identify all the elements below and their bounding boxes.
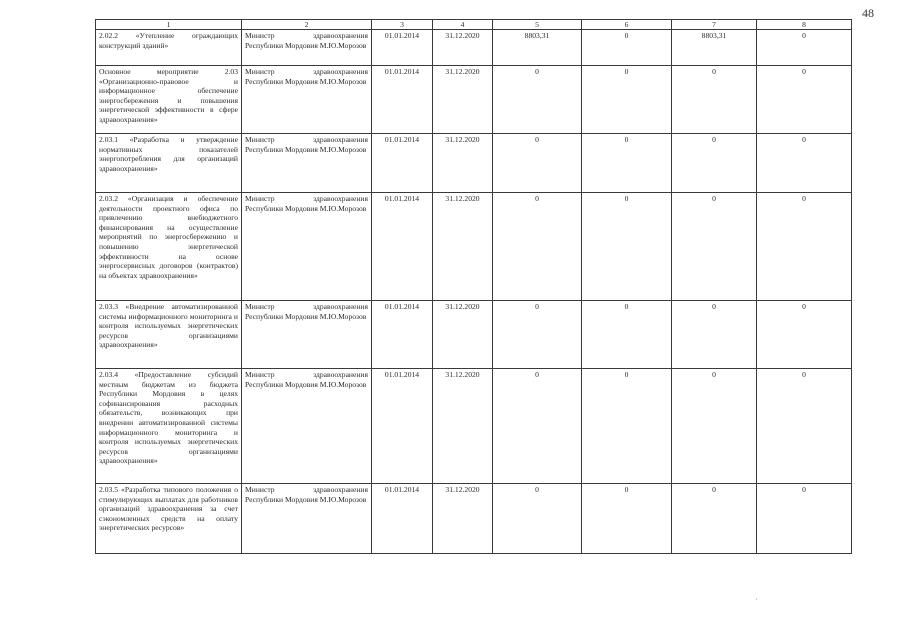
value-col6: 0: [582, 369, 672, 484]
value-col5: 8803,31: [493, 30, 582, 66]
value-col5: 0: [493, 134, 582, 193]
end-date: 31.12.2020: [433, 369, 493, 484]
column-number: 1: [96, 20, 242, 30]
value-col7: 0: [672, 301, 757, 369]
responsible-executor: Министр здравоохранения Республики Мордовия М.Ю.Морозов: [242, 193, 372, 301]
value-col7: 8803,31: [672, 30, 757, 66]
activity-name: 2.03.3 «Внедрение автоматизированной системы информационного мониторинга и контроля используемых энергетических ресурсов организациями здравоохранения»: [96, 301, 242, 369]
start-date: 01.01.2014: [372, 484, 433, 554]
value-col5: 0: [493, 193, 582, 301]
responsible-executor: Министр здравоохранения Республики Мордовия М.Ю.Морозов: [242, 369, 372, 484]
value-col8: 0: [757, 193, 852, 301]
start-date: 01.01.2014: [372, 301, 433, 369]
activity-name: Основное мероприятие 2.03 «Организационно-правовое и информационное обеспечение энергосбережения и повышения энергетической эффективности в сфере здравоохранения»: [96, 66, 242, 134]
value-col8: 0: [757, 484, 852, 554]
value-col7: 0: [672, 134, 757, 193]
activity-name: 2.03.1 «Разработка и утверждение нормативных показателей энергопотребления для организаций здравоохранения»: [96, 134, 242, 193]
value-col6: 0: [582, 66, 672, 134]
table-row: [96, 193, 852, 301]
activity-name: 2.03.2 «Организация и обеспечение деятельности проектного офиса по привлечению внебюджетного финансирования на осуществление мероприятий по энергосбережению и повышению энергетической эффективности на основе энергосервисных договоров (контрактов) на объектах здравоохранения»: [96, 193, 242, 301]
activity-name: 2.02.2 «Утепление ограждающих конструкций зданий»: [96, 30, 242, 66]
value-col8: 0: [757, 134, 852, 193]
value-col5: 0: [493, 66, 582, 134]
responsible-executor: Министр здравоохранения Республики Мордовия М.Ю.Морозов: [242, 484, 372, 554]
value-col7: 0: [672, 193, 757, 301]
table-row: [96, 301, 852, 369]
start-date: 01.01.2014: [372, 30, 433, 66]
responsible-executor: Министр здравоохранения Республики Мордовия М.Ю.Морозов: [242, 66, 372, 134]
column-number-row: [96, 20, 852, 30]
program-activities-table: [95, 19, 852, 554]
activity-name: 2.03.5 «Разработка типового положения о стимулирующих выплатах для работников организаций здравоохранения за счет сэкономленных средств на оплату энергетических ресурсов»: [96, 484, 242, 554]
value-col5: 0: [493, 484, 582, 554]
value-col8: 0: [757, 369, 852, 484]
page-number: 48: [862, 6, 874, 20]
column-number: 8: [757, 20, 852, 30]
table-row: [96, 30, 852, 66]
scan-speck: ·: [755, 595, 758, 604]
column-number: 6: [582, 20, 672, 30]
start-date: 01.01.2014: [372, 134, 433, 193]
end-date: 31.12.2020: [433, 134, 493, 193]
value-col6: 0: [582, 30, 672, 66]
activity-name: 2.03.4 «Предоставление субсидий местным бюджетам из бюджета Республики Мордовия в целях софинансирования расходных обязательств, возникающих при внедрении автоматизированной системы информационного мониторинга и контроля используемых энергетических ресурсов организациями здравоохранения»: [96, 369, 242, 484]
value-col7: 0: [672, 369, 757, 484]
column-number: 5: [493, 20, 582, 30]
responsible-executor: Министр здравоохранения Республики Мордовия М.Ю.Морозов: [242, 30, 372, 66]
value-col5: 0: [493, 369, 582, 484]
value-col6: 0: [582, 134, 672, 193]
value-col6: 0: [582, 301, 672, 369]
value-col8: 0: [757, 66, 852, 134]
table-row: [96, 66, 852, 134]
column-number: 3: [372, 20, 433, 30]
start-date: 01.01.2014: [372, 66, 433, 134]
responsible-executor: Министр здравоохранения Республики Мордовия М.Ю.Морозов: [242, 301, 372, 369]
end-date: 31.12.2020: [433, 193, 493, 301]
column-number: 7: [672, 20, 757, 30]
table-row: [96, 369, 852, 484]
value-col8: 0: [757, 30, 852, 66]
responsible-executor: Министр здравоохранения Республики Мордовия М.Ю.Морозов: [242, 134, 372, 193]
table-row: [96, 484, 852, 554]
value-col7: 0: [672, 484, 757, 554]
column-number: 4: [433, 20, 493, 30]
value-col8: 0: [757, 301, 852, 369]
end-date: 31.12.2020: [433, 301, 493, 369]
start-date: 01.01.2014: [372, 193, 433, 301]
value-col6: 0: [582, 484, 672, 554]
end-date: 31.12.2020: [433, 30, 493, 66]
column-number: 2: [242, 20, 372, 30]
start-date: 01.01.2014: [372, 369, 433, 484]
value-col6: 0: [582, 193, 672, 301]
value-col7: 0: [672, 66, 757, 134]
table-row: [96, 134, 852, 193]
end-date: 31.12.2020: [433, 484, 493, 554]
end-date: 31.12.2020: [433, 66, 493, 134]
value-col5: 0: [493, 301, 582, 369]
